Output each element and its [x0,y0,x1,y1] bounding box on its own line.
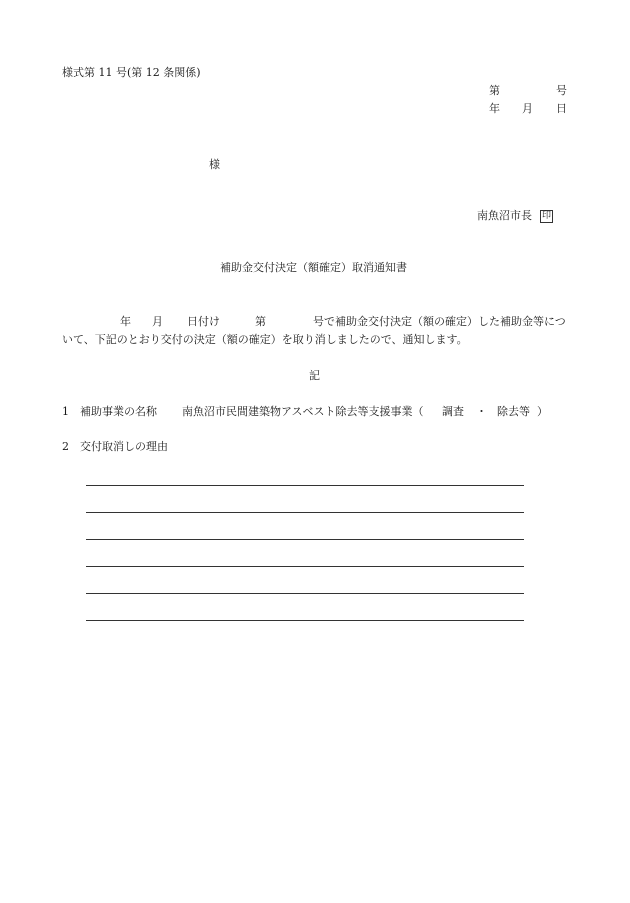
body-year-label: 年 [120,315,131,328]
addressee-suffix: 様 [209,158,220,171]
option-separator: ・ [476,405,487,418]
reason-writing-line [86,566,524,567]
doc-number-go: 号 [556,84,567,97]
body-month-label: 月 [152,315,163,328]
reason-writing-line [86,512,524,513]
reason-writing-line [86,485,524,486]
body-dai-label: 第 [255,315,266,328]
doc-number-dai: 第 [489,84,500,97]
document-title: 補助金交付決定（額確定）取消通知書 [220,261,407,274]
issuer [477,209,553,223]
reason-writing-line [86,593,524,594]
seal-stamp: 印 [542,211,552,221]
item1-label: 補助事業の名称 [80,405,157,418]
item2-number: 2 [62,440,69,453]
item1-close-paren: ） [537,405,548,418]
item1-number: 1 [62,405,69,418]
date-year-label: 年 [489,102,500,115]
body-line2: いて、下記のとおり交付の決定（額の確定）を取り消しましたので、通知します。 [62,333,468,346]
option-survey: 調査 [442,405,464,418]
item1-value: 南魚沼市民間建築物アスベスト除去等支援事業（ [182,405,424,418]
body-line1-rest: 号で補助金交付決定（額の確定）した補助金等につ [313,315,566,328]
body-dated-label: 日付け [187,315,220,328]
reason-writing-line [86,620,524,621]
reason-writing-line [86,539,524,540]
date-month-label: 月 [522,102,533,115]
option-removal: 除去等 [497,405,530,418]
item2-label: 交付取消しの理由 [80,440,168,453]
date-day-label: 日 [556,102,567,115]
form-number: 様式第 11 号(第 12 条関係) [62,66,201,79]
ki-heading: 記 [309,369,320,382]
issuer-name: 南魚沼市長 [477,209,532,222]
